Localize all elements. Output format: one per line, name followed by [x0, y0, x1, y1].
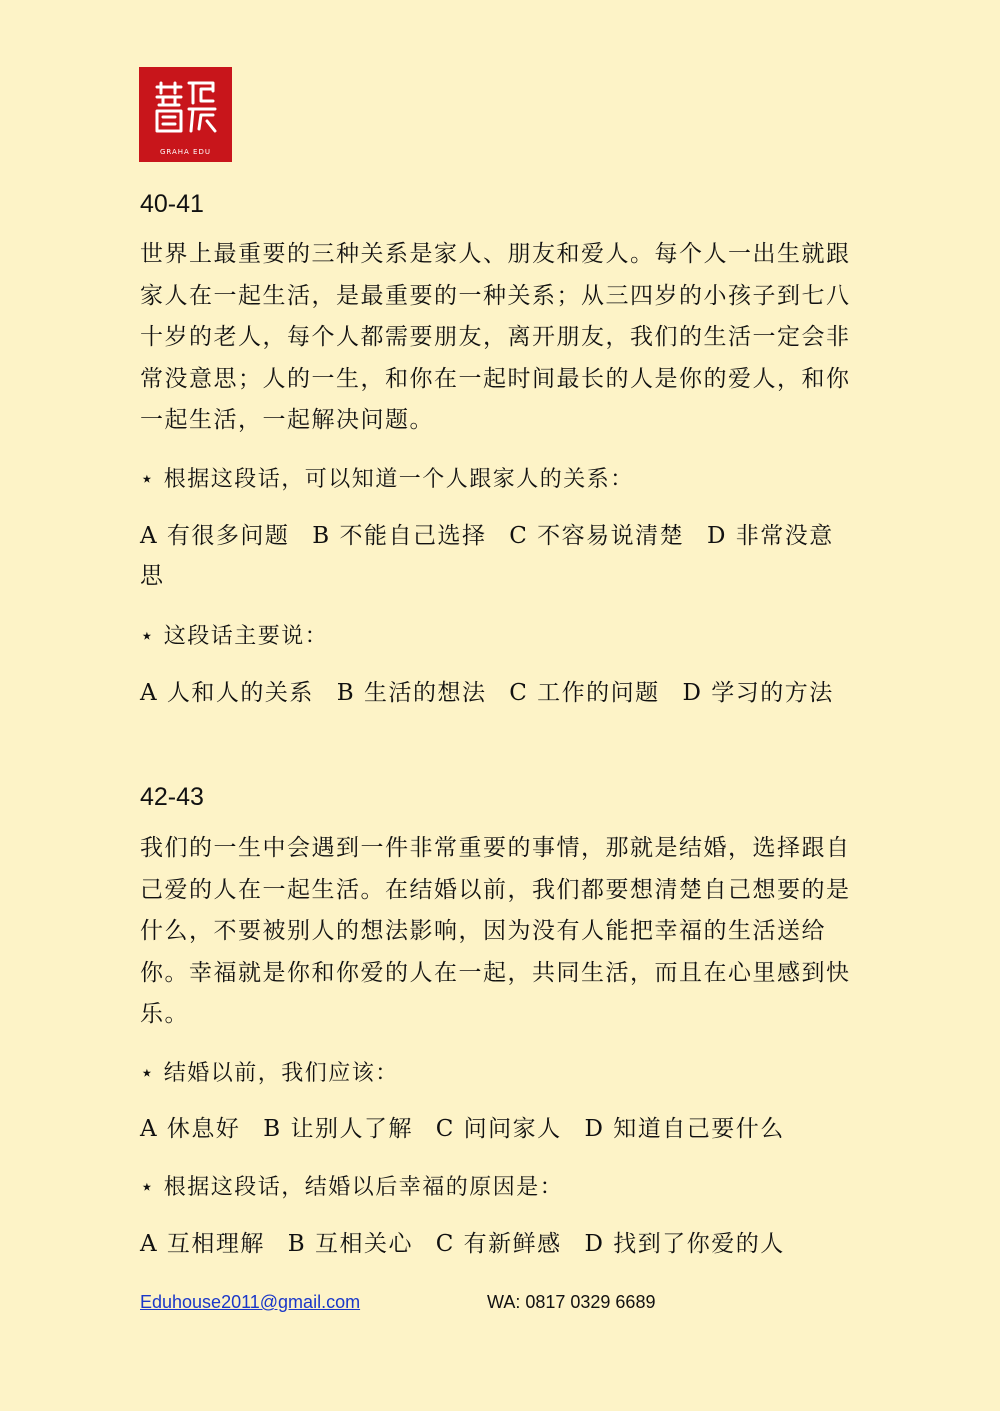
question-41: ⋆ 这段话主要说：: [140, 624, 329, 649]
option-43-b: B 互相关心: [287, 1231, 413, 1257]
option-43-d: D 找到了你爱的人: [584, 1231, 785, 1257]
option-43-a: A 互相理解: [140, 1231, 265, 1257]
option-42-c: C 问问家人: [435, 1116, 562, 1142]
section-number-40-41: 40-41: [140, 190, 204, 218]
question-40: ⋆ 根据这段话，可以知道一个人跟家人的关系：: [140, 467, 634, 492]
option-42-a: A 休息好: [140, 1116, 241, 1142]
question-42: ⋆ 结婚以前，我们应该：: [140, 1061, 399, 1086]
options-41: [140, 673, 855, 713]
passage-40-41: 世界上最重要的三种关系是家人、朋友和爱人。每个人一出生就跟家人在一起生活，是最重要的一种关系；从三四岁的小孩子到七八十岁的老人，每个人都需要朋友，离开朋友，我们的生活一定会非常没意思；人的一生，和你在一起时间最长的人是你的爱人，和你一起生活，一起解决问题。: [140, 241, 851, 433]
option-40-d: D 非常没意思: [140, 523, 834, 589]
option-41-c: C 工作的问题: [509, 680, 660, 706]
logo-caption: GRAHA EDU: [159, 148, 211, 156]
section-number-42-43: 42-43: [140, 783, 204, 811]
option-41-b: B 生活的想法: [336, 680, 487, 706]
option-42-d: D 知道自己要什么: [584, 1116, 785, 1142]
option-42-b: B 让别人了解: [263, 1116, 413, 1142]
option-40-b: B 不能自己选择: [312, 523, 487, 549]
passage-42-43: 我们的一生中会遇到一件非常重要的事情，那就是结婚，选择跟自己爱的人在一起生活。在结婚以前，我们都要想清楚自己想要的是什么，不要被别人的想法影响，因为没有人能把幸福的生活送给你。幸福就是你和你爱的人在一起，共同生活，而且在心里感到快乐。: [140, 835, 851, 1027]
footer-email-link[interactable]: Eduhouse2011@gmail.com: [140, 1292, 361, 1312]
option-41-d: D 学习的方法: [682, 680, 834, 706]
seal-calligraphy-icon: [153, 79, 219, 135]
graha-edu-logo: [139, 67, 232, 162]
options-40: [140, 516, 855, 596]
option-40-c: C 不容易说清楚: [509, 523, 685, 549]
footer-whatsapp-number: WA: 0817 0329 6689: [487, 1292, 656, 1312]
question-43: ⋆ 根据这段话，结婚以后幸福的原因是：: [140, 1175, 564, 1200]
options-42: [140, 1109, 855, 1149]
option-43-c: C 有新鲜感: [435, 1231, 562, 1257]
options-43: [140, 1224, 855, 1264]
option-40-a: A 有很多问题: [140, 523, 290, 549]
option-41-a: A 人和人的关系: [140, 680, 314, 706]
